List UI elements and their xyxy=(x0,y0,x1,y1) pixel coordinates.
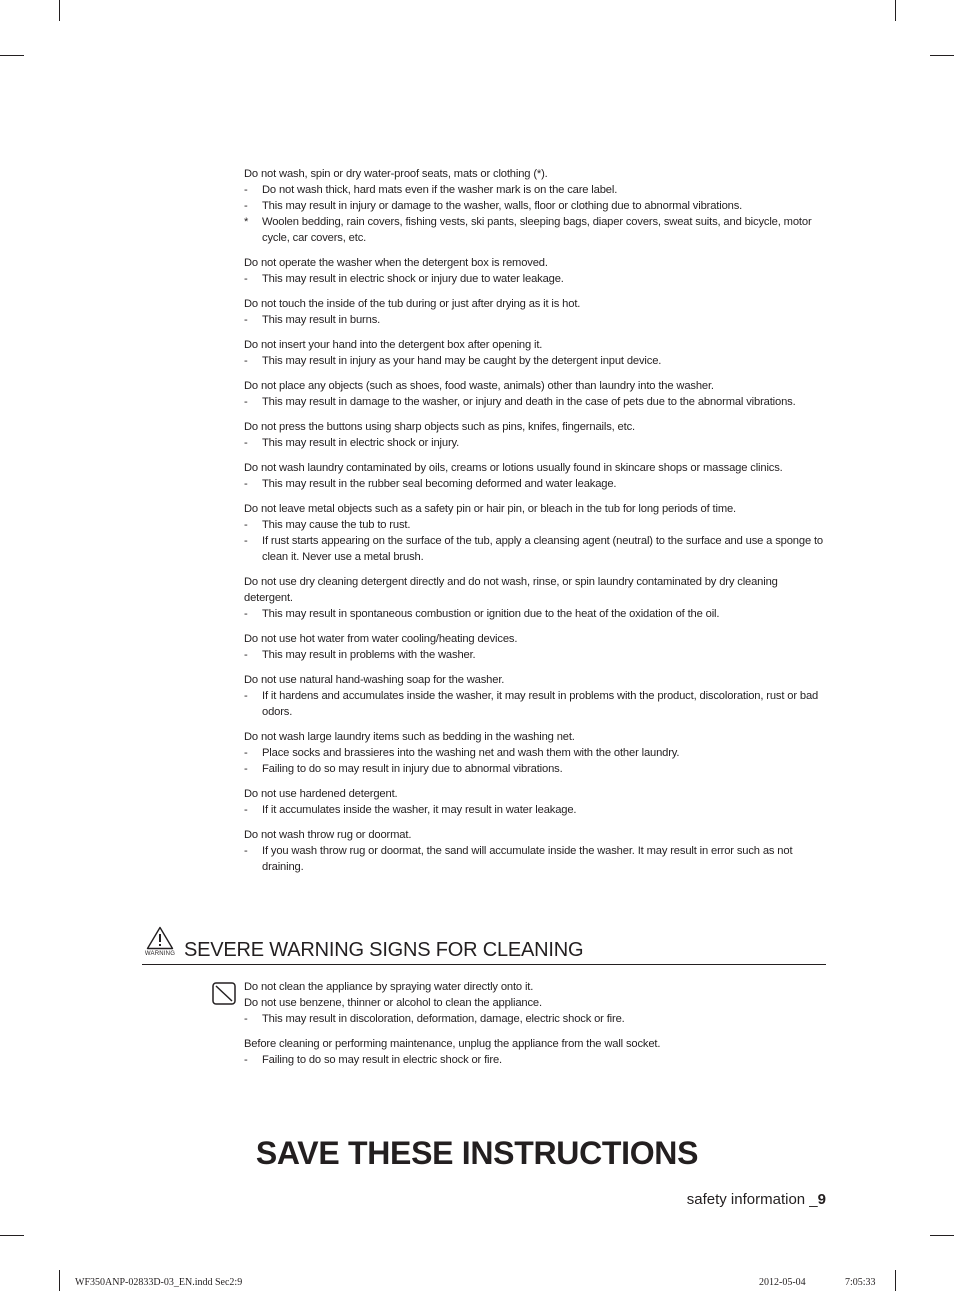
list-marker: - xyxy=(244,535,248,547)
warning-detail-text: This may result in burns. xyxy=(262,314,381,326)
warning-detail-text: Place socks and brassieres into the washing net and wash them with the other laundry. xyxy=(262,747,680,759)
warning-detail-text: This may result in discoloration, deformation, damage, electric shock or fire. xyxy=(262,1013,625,1025)
warning-block xyxy=(244,786,828,818)
warning-statement: Before cleaning or performing maintenance, unplug the appliance from the wall socket. xyxy=(244,1038,661,1050)
warning-statement: Do not use dry cleaning detergent directly and do not wash, rinse, or spin laundry contaminated by dry cleaning detergent. xyxy=(244,576,778,604)
crop-mark xyxy=(0,55,24,56)
warning-detail xyxy=(244,353,828,369)
list-marker: - xyxy=(244,184,248,196)
warning-detail-text: If it accumulates inside the washer, it may result in water leakage. xyxy=(262,804,577,816)
crop-mark xyxy=(895,0,896,21)
cleaning-warnings xyxy=(244,979,828,1077)
warning-statement: Do not operate the washer when the detergent box is removed. xyxy=(244,257,548,269)
slug-time: 7:05:33 xyxy=(845,1277,876,1288)
warning-triangle-icon xyxy=(142,926,178,960)
crop-mark xyxy=(0,1235,24,1236)
warning-block xyxy=(244,979,828,1027)
warning-block xyxy=(244,378,828,410)
warning-detail xyxy=(244,761,828,777)
section-title: SEVERE WARNING SIGNS FOR CLEANING xyxy=(184,939,584,961)
warning-statement: Do not use benzene, thinner or alcohol to clean the appliance. xyxy=(244,997,542,1009)
list-marker: - xyxy=(244,763,248,775)
warning-detail-text: This may result in damage to the washer, or injury and death in the case of pets due to the abnormal vibrations. xyxy=(262,396,796,408)
warning-detail xyxy=(244,182,828,198)
list-marker: * xyxy=(244,216,249,228)
warning-detail xyxy=(244,476,828,492)
warning-detail xyxy=(244,271,828,287)
warning-statement: Do not clean the appliance by spraying water directly onto it. xyxy=(244,981,534,993)
warning-block xyxy=(244,827,828,875)
footer-section: safety information _ xyxy=(686,1191,818,1208)
warning-statement: Do not wash, spin or dry water-proof seats, mats or clothing (*). xyxy=(244,168,548,180)
page-title: SAVE THESE INSTRUCTIONS xyxy=(255,1135,699,1171)
warning-block xyxy=(244,1036,828,1068)
warning-detail-text: This may result in injury or damage to the washer, walls, floor or clothing due to abnormal vibrations. xyxy=(262,200,743,212)
list-marker: - xyxy=(244,478,248,490)
warning-block xyxy=(244,501,828,565)
crop-mark xyxy=(895,1270,896,1291)
warning-block xyxy=(244,255,828,287)
warning-detail xyxy=(244,1052,828,1068)
list-marker: - xyxy=(244,437,248,449)
list-marker: - xyxy=(244,649,248,661)
warning-detail xyxy=(244,843,828,875)
slug-file: WF350ANP-02833D-03_EN.indd Sec2:9 xyxy=(75,1277,243,1288)
crop-mark xyxy=(59,1270,60,1291)
warning-detail-text: Woolen bedding, rain covers, fishing vests, ski pants, sleeping bags, diaper covers, sweat suits, and bicycle, motor cycle, car covers, etc. xyxy=(262,216,812,244)
warning-detail-text: This may result in problems with the washer. xyxy=(262,649,476,661)
warning-statement: Do not use natural hand-washing soap for the washer. xyxy=(244,674,505,686)
warning-block xyxy=(244,166,828,246)
crop-mark xyxy=(59,0,60,21)
warning-block xyxy=(244,337,828,369)
warning-detail-text: If it hardens and accumulates inside the washer, it may result in problems with the product, discoloration, rust or bad odors. xyxy=(262,690,819,718)
warning-detail xyxy=(244,214,828,246)
warning-detail-text: This may cause the tub to rust. xyxy=(262,519,411,531)
list-marker: - xyxy=(244,273,248,285)
page-footer xyxy=(687,1191,826,1209)
list-marker: - xyxy=(244,1013,248,1025)
warning-statement: Do not wash laundry contaminated by oils, creams or lotions usually found in skincare shops or massage clinics. xyxy=(244,462,783,474)
slug-date: 2012-05-04 xyxy=(759,1277,806,1288)
warning-statement: Do not place any objects (such as shoes, food waste, animals) other than laundry into the washer. xyxy=(244,380,714,392)
warning-statement: Do not insert your hand into the detergent box after opening it. xyxy=(244,339,543,351)
list-marker: - xyxy=(244,804,248,816)
warning-block xyxy=(244,460,828,492)
warning-statement: Do not press the buttons using sharp objects such as pins, knifes, fingernails, etc. xyxy=(244,421,635,433)
warning-detail-text: This may result in electric shock or injury. xyxy=(262,437,460,449)
warning-detail-text: Failing to do so may result in injury due to abnormal vibrations. xyxy=(262,763,563,775)
warning-detail xyxy=(244,435,828,451)
warning-detail-text: Failing to do so may result in electric shock or fire. xyxy=(262,1054,502,1066)
warning-block xyxy=(244,296,828,328)
warning-block xyxy=(244,672,828,720)
warning-statement: Do not leave metal objects such as a safety pin or hair pin, or bleach in the tub for long periods of time. xyxy=(244,503,737,515)
warning-block xyxy=(244,631,828,663)
warning-detail xyxy=(244,517,828,533)
crop-mark xyxy=(930,55,954,56)
warning-statement: Do not use hot water from water cooling/heating devices. xyxy=(244,633,518,645)
warning-detail-text: This may result in spontaneous combustion or ignition due to the heat of the oxidation of the oil. xyxy=(262,608,720,620)
warning-detail-text: This may result in the rubber seal becoming deformed and water leakage. xyxy=(262,478,617,490)
list-marker: - xyxy=(244,314,248,326)
warning-detail xyxy=(244,802,828,818)
warning-detail xyxy=(244,312,828,328)
list-marker: - xyxy=(244,845,248,857)
warning-detail-text: This may result in injury as your hand may be caught by the detergent input device. xyxy=(262,355,662,367)
do-not-spray-icon xyxy=(212,982,236,1005)
warning-statement: Do not touch the inside of the tub during or just after drying as it is hot. xyxy=(244,298,581,310)
list-marker: - xyxy=(244,747,248,759)
warning-detail-text: If rust starts appearing on the surface of the tub, apply a cleansing agent (neutral) to the surface and use a sponge to clean it. Never use a metal brush. xyxy=(262,535,824,563)
warning-detail xyxy=(244,198,828,214)
warning-block xyxy=(244,574,828,622)
list-marker: - xyxy=(244,396,248,408)
warnings-list xyxy=(244,166,828,884)
list-marker: - xyxy=(244,690,248,702)
warning-block xyxy=(244,419,828,451)
warning-detail xyxy=(244,647,828,663)
warning-statement: Do not use hardened detergent. xyxy=(244,788,398,800)
warning-detail xyxy=(244,533,828,565)
list-marker: - xyxy=(244,1054,248,1066)
warning-detail-text: Do not wash thick, hard mats even if the washer mark is on the care label. xyxy=(262,184,618,196)
warning-block xyxy=(244,729,828,777)
warning-detail xyxy=(244,394,828,410)
warning-detail xyxy=(244,745,828,761)
list-marker: - xyxy=(244,608,248,620)
page-number: 9 xyxy=(817,1191,826,1208)
severe-warning-heading xyxy=(142,926,826,965)
warning-statement: Do not wash throw rug or doormat. xyxy=(244,829,412,841)
list-marker: - xyxy=(244,355,248,367)
warning-detail-text: This may result in electric shock or injury due to water leakage. xyxy=(262,273,564,285)
warning-detail xyxy=(244,688,828,720)
warning-detail-text: If you wash throw rug or doormat, the sand will accumulate inside the washer. It may result in error such as not draining. xyxy=(262,845,793,873)
warning-detail xyxy=(244,1011,828,1027)
warning-detail xyxy=(244,606,828,622)
warning-icon-label: WARNING xyxy=(144,951,176,957)
crop-mark xyxy=(930,1235,954,1236)
list-marker: - xyxy=(244,200,248,212)
list-marker: - xyxy=(244,519,248,531)
warning-statement: Do not wash large laundry items such as bedding in the washing net. xyxy=(244,731,575,743)
